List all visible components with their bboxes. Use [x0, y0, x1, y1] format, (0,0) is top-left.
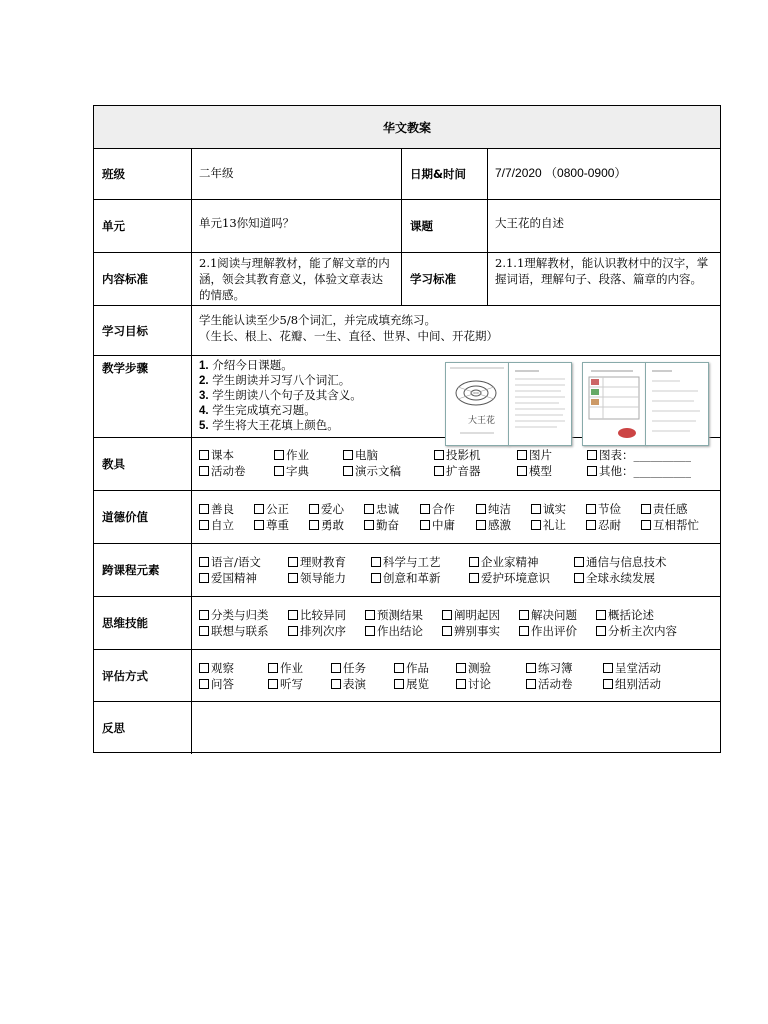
table-page-icon — [583, 363, 645, 445]
option-element[interactable]: 领导能力 — [288, 570, 371, 586]
moral-values-line-1 — [199, 501, 715, 517]
lesson-plan-table — [93, 105, 721, 753]
checkbox-icon[interactable] — [343, 466, 353, 476]
option-value[interactable]: 中庸 — [420, 517, 476, 533]
step-item: 2. 学生朗读并习写八个词汇。 — [199, 373, 351, 387]
checkbox-icon[interactable] — [469, 557, 479, 567]
checkbox-icon[interactable] — [574, 557, 584, 567]
option-skill[interactable]: 分类与归类 — [199, 607, 288, 623]
checkbox-icon[interactable] — [456, 663, 466, 673]
assessment-label: 评估方式 — [94, 650, 192, 701]
checkbox-icon[interactable] — [420, 520, 430, 530]
checkbox-icon[interactable] — [442, 610, 452, 620]
row-cross-curricular — [94, 544, 720, 597]
option-assessment[interactable]: 问答 — [199, 676, 268, 692]
checkbox-icon[interactable] — [394, 679, 404, 689]
content-standard-label: 内容标准 — [94, 253, 192, 305]
option-skill[interactable]: 作出评价 — [519, 623, 596, 639]
row-class-date — [94, 149, 720, 200]
checkbox-icon[interactable] — [288, 610, 298, 620]
option-value[interactable]: 责任感 — [641, 501, 688, 517]
option-value[interactable]: 勇敢 — [309, 517, 364, 533]
checkbox-icon[interactable] — [199, 610, 209, 620]
objective-line-2: （生长、根上、花瓣、一生、直径、世界、中间、开花期） — [199, 329, 498, 343]
checkbox-icon[interactable] — [309, 504, 319, 514]
option-value[interactable]: 尊重 — [254, 517, 309, 533]
cross-line-1 — [199, 554, 715, 570]
checkbox-icon[interactable] — [641, 504, 651, 514]
flower-drawing-icon — [446, 363, 508, 445]
worksheet-thumb-exercise — [645, 362, 709, 446]
materials-line-1 — [199, 447, 715, 463]
option-skill[interactable]: 预测结果 — [365, 607, 442, 623]
svg-text:大王花: 大王花 — [468, 416, 496, 426]
step-item: 5. 学生将大王花填上颜色。 — [199, 418, 339, 432]
step-item: 4. 学生完成填充习题。 — [199, 403, 316, 417]
option-assessment[interactable]: 表演 — [331, 676, 394, 692]
checkbox-icon[interactable] — [199, 573, 209, 583]
checkbox-icon[interactable] — [288, 557, 298, 567]
datetime-label: 日期&时间 — [402, 149, 488, 199]
option-projector[interactable]: 投影机 — [434, 447, 517, 463]
option-activity-sheet[interactable]: 活动卷 — [199, 463, 274, 479]
moral-values-line-2 — [199, 517, 715, 533]
option-model[interactable]: 模型 — [517, 463, 587, 479]
checkbox-icon[interactable] — [274, 466, 284, 476]
checkbox-icon[interactable] — [420, 504, 430, 514]
checkbox-icon[interactable] — [371, 573, 381, 583]
moral-values-label: 道德价值 — [94, 491, 192, 543]
checkbox-icon[interactable] — [331, 663, 341, 673]
option-value[interactable]: 忠诚 — [364, 501, 420, 517]
row-unit-topic — [94, 200, 720, 253]
checkbox-icon[interactable] — [309, 520, 319, 530]
materials-label: 教具 — [94, 438, 192, 490]
checkbox-icon[interactable] — [199, 504, 209, 514]
checkbox-icon[interactable] — [364, 504, 374, 514]
step-item: 3. 学生朗读八个句子及其含义。 — [199, 388, 362, 402]
checkbox-icon[interactable] — [394, 663, 404, 673]
option-skill[interactable]: 阐明起因 — [442, 607, 519, 623]
checkbox-icon[interactable] — [371, 557, 381, 567]
checkbox-icon[interactable] — [586, 520, 596, 530]
checkbox-icon[interactable] — [199, 679, 209, 689]
option-assessment[interactable]: 呈堂活动 — [603, 660, 661, 676]
option-slides[interactable]: 演示文稿 — [343, 463, 434, 479]
thinking-line-2 — [199, 623, 715, 639]
thinking-line-1 — [199, 607, 715, 623]
table-title — [94, 106, 720, 149]
checkbox-icon[interactable] — [268, 679, 278, 689]
checkbox-icon[interactable] — [517, 466, 527, 476]
option-element[interactable]: 爱国精神 — [199, 570, 288, 586]
class-value: 二年级 — [192, 149, 402, 199]
option-value[interactable]: 善良 — [199, 501, 254, 517]
text-page-icon — [509, 363, 571, 445]
option-value[interactable]: 忍耐 — [586, 517, 641, 533]
option-charts[interactable]: 图表：__________ — [587, 447, 691, 463]
option-value[interactable]: 诚实 — [531, 501, 586, 517]
checkbox-icon[interactable] — [587, 466, 597, 476]
option-homework[interactable]: 作业 — [274, 447, 343, 463]
checkbox-icon[interactable] — [288, 626, 298, 636]
option-assessment[interactable]: 展览 — [394, 676, 456, 692]
option-value[interactable]: 互相帮忙 — [641, 517, 699, 533]
option-skill[interactable]: 联想与联系 — [199, 623, 288, 639]
content-standard-value: 2.1阅读与理解教材，能了解文章的内涵，领会其教育意义，体验文章表达的情感。 — [192, 253, 402, 305]
option-other[interactable]: 其他：__________ — [587, 463, 691, 479]
row-thinking-skills — [94, 597, 720, 650]
topic-value: 大王花的自述 — [495, 216, 564, 230]
option-value[interactable]: 公正 — [254, 501, 309, 517]
option-value[interactable]: 礼让 — [531, 517, 586, 533]
checkbox-icon[interactable] — [519, 626, 529, 636]
checkbox-icon[interactable] — [343, 450, 353, 460]
option-skill[interactable]: 比较异同 — [288, 607, 365, 623]
checkbox-icon[interactable] — [199, 663, 209, 673]
option-value[interactable]: 合作 — [420, 501, 476, 517]
objective-line-1: 学生能认读至少5/8个词汇，并完成填充练习。 — [199, 313, 437, 327]
objective-label: 学习目标 — [94, 306, 192, 355]
checkbox-icon[interactable] — [519, 610, 529, 620]
option-element[interactable]: 爱护环境意识 — [469, 570, 574, 586]
option-assessment[interactable]: 听写 — [268, 676, 331, 692]
checkbox-icon[interactable] — [531, 520, 541, 530]
option-element[interactable]: 科学与工艺 — [371, 554, 469, 570]
option-element[interactable]: 企业家精神 — [469, 554, 574, 570]
assessment-line-2 — [199, 676, 715, 692]
option-value[interactable]: 节俭 — [586, 501, 641, 517]
checkbox-icon[interactable] — [199, 557, 209, 567]
checkbox-icon[interactable] — [254, 504, 264, 514]
option-assessment[interactable]: 活动卷 — [526, 676, 603, 692]
option-assessment[interactable]: 组别活动 — [603, 676, 661, 692]
row-standards — [94, 253, 720, 306]
option-assessment[interactable]: 观察 — [199, 660, 268, 676]
checkbox-icon[interactable] — [288, 573, 298, 583]
datetime-value: 7/7/2020 （0800-0900） — [495, 166, 627, 180]
checkbox-icon[interactable] — [596, 626, 606, 636]
option-skill[interactable]: 排列次序 — [288, 623, 365, 639]
option-skill[interactable]: 分析主次内容 — [596, 623, 677, 639]
option-value[interactable]: 感激 — [476, 517, 531, 533]
option-skill[interactable]: 解决问题 — [519, 607, 596, 623]
checkbox-icon[interactable] — [365, 626, 375, 636]
cross-curricular-options — [192, 544, 722, 596]
row-steps — [94, 356, 720, 438]
option-dictionary[interactable]: 字典 — [274, 463, 343, 479]
option-assessment[interactable]: 任务 — [331, 660, 394, 676]
checkbox-icon[interactable] — [199, 520, 209, 530]
option-value[interactable]: 纯洁 — [476, 501, 531, 517]
option-element[interactable]: 全球永续发展 — [574, 570, 655, 586]
option-element[interactable]: 创意和革新 — [371, 570, 469, 586]
option-value[interactable]: 勤奋 — [364, 517, 420, 533]
checkbox-icon[interactable] — [469, 573, 479, 583]
checkbox-icon[interactable] — [364, 520, 374, 530]
row-moral-values — [94, 491, 720, 544]
checkbox-icon[interactable] — [641, 520, 651, 530]
option-element[interactable]: 语言/语文 — [199, 554, 288, 570]
checkbox-icon[interactable] — [434, 466, 444, 476]
option-value[interactable]: 爱心 — [309, 501, 364, 517]
lesson-plan-title: 华文教案 — [382, 120, 431, 135]
reflection-label: 反思 — [94, 702, 192, 754]
checkbox-icon[interactable] — [456, 679, 466, 689]
checkbox-icon[interactable] — [603, 663, 613, 673]
row-assessment — [94, 650, 720, 702]
option-skill[interactable]: 概括论述 — [596, 607, 654, 623]
checkbox-icon[interactable] — [596, 610, 606, 620]
checkbox-icon[interactable] — [574, 573, 584, 583]
checkbox-icon[interactable] — [476, 520, 486, 530]
checkbox-icon[interactable] — [442, 626, 452, 636]
option-skill[interactable]: 作出结论 — [365, 623, 442, 639]
checkbox-icon[interactable] — [254, 520, 264, 530]
option-element[interactable]: 理财教育 — [288, 554, 371, 570]
checkbox-icon[interactable] — [586, 504, 596, 514]
option-computer[interactable]: 电脑 — [343, 447, 434, 463]
row-reflection — [94, 702, 720, 754]
worksheet-thumb-text — [508, 362, 572, 446]
checkbox-icon[interactable] — [526, 663, 536, 673]
unit-value: 单元13你知道吗？ — [192, 200, 402, 252]
checkbox-icon[interactable] — [526, 679, 536, 689]
option-assessment[interactable]: 练习簿 — [526, 660, 603, 676]
checkbox-icon[interactable] — [274, 450, 284, 460]
exercise-page-icon — [646, 363, 708, 445]
checkbox-icon[interactable] — [517, 450, 527, 460]
step-item: 1. 介绍今日课题。 — [199, 358, 293, 372]
thinking-skills-label: 思维技能 — [94, 597, 192, 649]
steps-label: 教学步骤 — [94, 356, 192, 437]
steps-content — [192, 356, 722, 437]
checkbox-icon[interactable] — [199, 466, 209, 476]
cross-line-2 — [199, 570, 715, 586]
option-assessment[interactable]: 作业 — [268, 660, 331, 676]
reflection-input[interactable] — [192, 702, 722, 754]
worksheet-thumb-table — [582, 362, 646, 446]
thinking-skills-options — [192, 597, 722, 649]
objective-value — [192, 306, 722, 355]
moral-values-options — [192, 491, 722, 543]
checkbox-icon[interactable] — [587, 450, 597, 460]
option-speaker[interactable]: 扩音器 — [434, 463, 517, 479]
checkbox-icon[interactable] — [199, 626, 209, 636]
option-value[interactable]: 自立 — [199, 517, 254, 533]
assessment-options — [192, 650, 722, 701]
worksheet-thumb-flower — [445, 362, 509, 446]
option-assessment[interactable]: 作品 — [394, 660, 456, 676]
class-label: 班级 — [94, 149, 192, 199]
option-textbook[interactable]: 课本 — [199, 447, 274, 463]
unit-label: 单元 — [94, 200, 192, 252]
checkbox-icon[interactable] — [268, 663, 278, 673]
option-skill[interactable]: 辨别事实 — [442, 623, 519, 639]
row-materials — [94, 438, 720, 491]
option-element[interactable]: 通信与信息技术 — [574, 554, 667, 570]
checkbox-icon[interactable] — [603, 679, 613, 689]
assessment-line-1 — [199, 660, 715, 676]
topic-label: 课题 — [402, 200, 488, 252]
checkbox-icon[interactable] — [531, 504, 541, 514]
option-pictures[interactable]: 图片 — [517, 447, 587, 463]
learning-standard-label: 学习标准 — [402, 253, 488, 305]
learning-standard-value: 2.1.1理解教材，能认识教材中的汉字，掌握词语，理解句子、段落、篇章的内容。 — [495, 256, 709, 286]
checkbox-icon[interactable] — [331, 679, 341, 689]
checkbox-icon[interactable] — [434, 450, 444, 460]
materials-options — [192, 438, 722, 490]
checkbox-icon[interactable] — [365, 610, 375, 620]
row-objective — [94, 306, 720, 356]
checkbox-icon[interactable] — [199, 450, 209, 460]
materials-line-2 — [199, 463, 715, 479]
cross-curricular-label: 跨课程元素 — [94, 544, 192, 596]
option-assessment[interactable]: 讨论 — [456, 676, 526, 692]
checkbox-icon[interactable] — [476, 504, 486, 514]
option-assessment[interactable]: 测验 — [456, 660, 526, 676]
